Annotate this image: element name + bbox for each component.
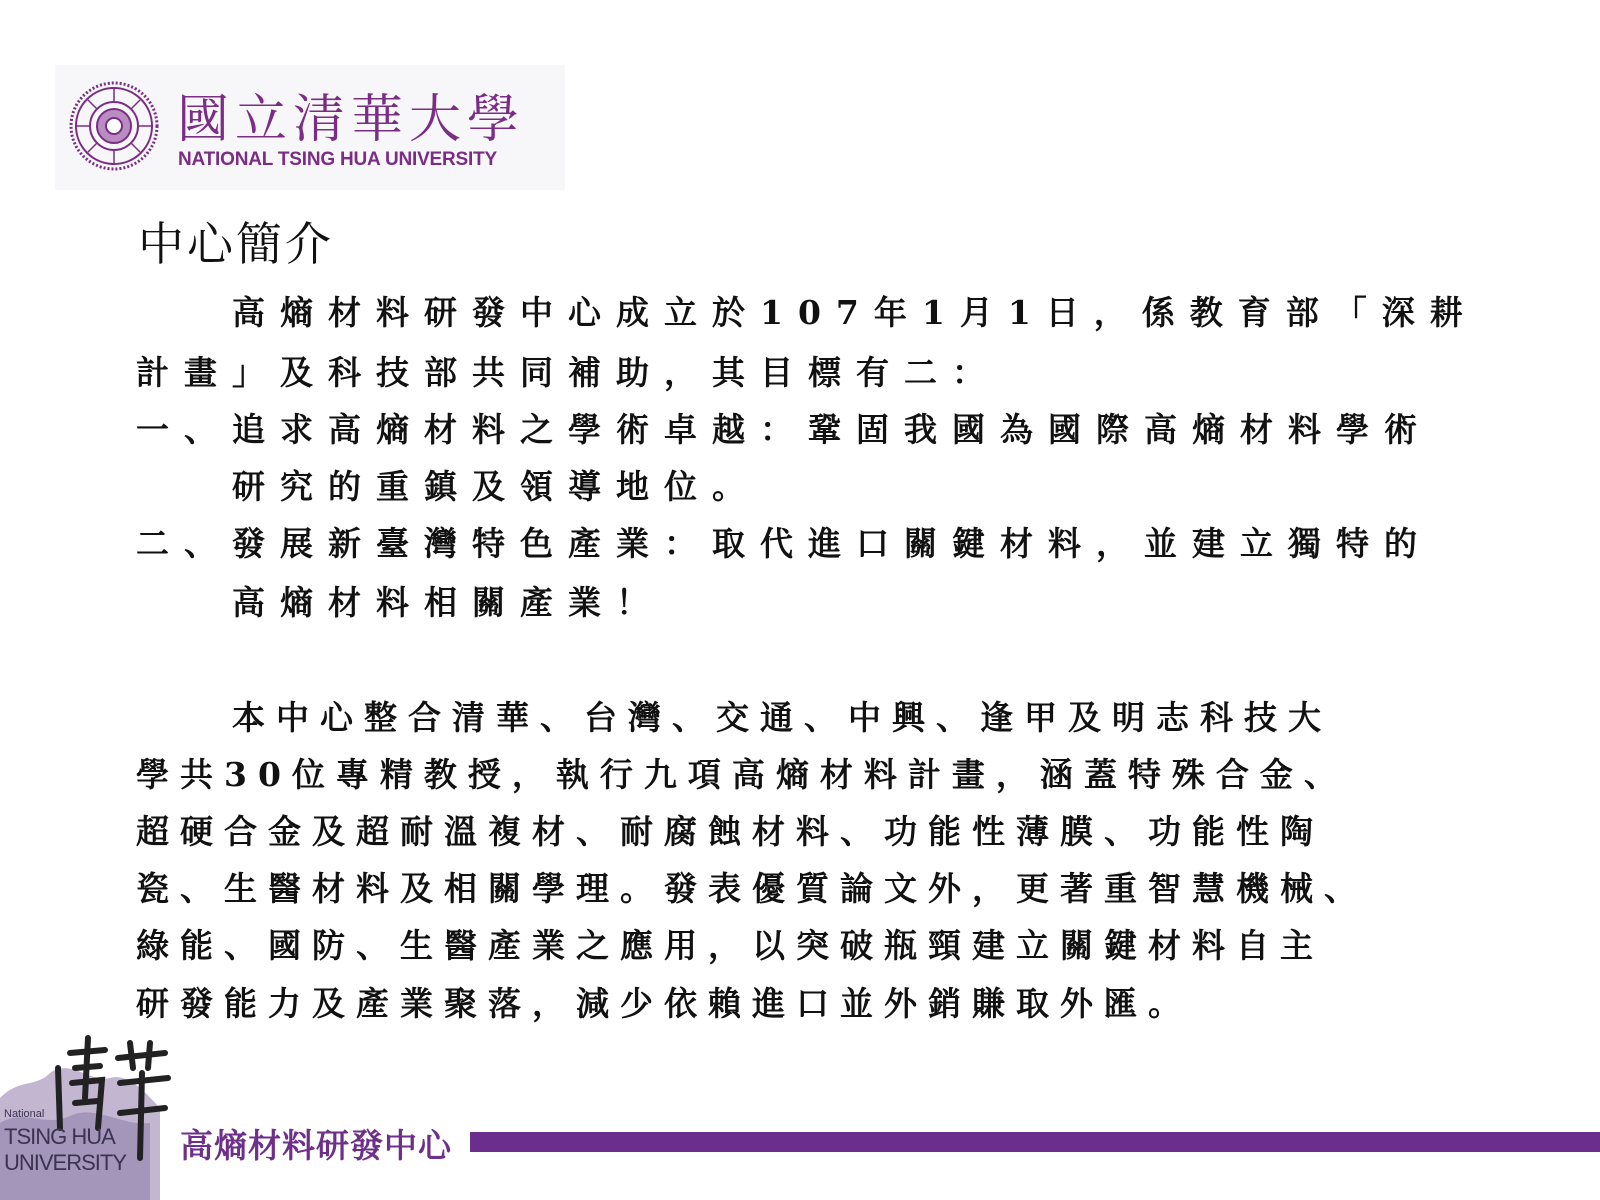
- paragraph-line: 綠能、國防、生醫產業之應用，以突破瓶頸建立關鍵材料自主: [136, 926, 1324, 965]
- paragraph-line: 瓷、生醫材料及相關學理。發表優質論文外，更著重智慧機械、: [136, 869, 1368, 908]
- footer-logo-text: UNIVERSITY: [4, 1150, 127, 1175]
- goal-2-line-1: 二、發展新臺灣特色產業：取代進口關鍵材料，並建立獨特的: [136, 524, 1432, 563]
- page-title: 中心簡介: [138, 217, 334, 271]
- university-logo: [55, 65, 565, 190]
- footer-logo-text: National: [4, 1108, 45, 1120]
- paragraph-line: 本中心整合清華、台灣、交通、中興、逢甲及明志科技大: [232, 698, 1332, 737]
- paragraph-line: 研發能力及產業聚落，減少依賴進口並外銷賺取外匯。: [136, 984, 1192, 1023]
- footer-divider-bar: [470, 1132, 1600, 1152]
- goal-2-line-2: 高熵材料相關產業！: [232, 583, 664, 622]
- paragraph-line: 學共30位專精教授，執行九項高熵材料計畫，涵蓋特殊合金、: [136, 755, 1348, 794]
- intro-line-2: 計畫」及科技部共同補助，其目標有二：: [136, 353, 1000, 392]
- goal-1-line-2: 研究的重鎮及領導地位。: [232, 467, 760, 506]
- footer-center-name: 高熵材料研發中心: [180, 1126, 452, 1165]
- university-name-english: NATIONAL TSING HUA UNIVERSITY: [178, 149, 497, 170]
- university-name-chinese: 國立清華大學: [177, 90, 526, 150]
- paragraph-line: 超硬合金及超耐溫複材、耐腐蝕材料、功能性薄膜、功能性陶: [136, 812, 1324, 851]
- intro-line-1: 高熵材料研發中心成立於107年1月1日，係教育部「深耕: [232, 293, 1478, 332]
- university-seal-icon: [69, 81, 159, 171]
- goal-1-line-1: 一、追求高熵材料之學術卓越：鞏固我國為國際高熵材料學術: [136, 410, 1432, 449]
- footer-logo-text: TSING HUA: [4, 1124, 115, 1149]
